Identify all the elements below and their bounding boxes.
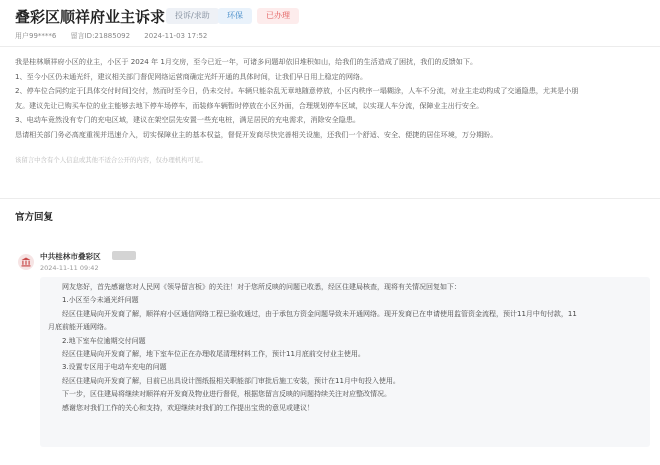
official-reply-heading: 官方回复 (15, 212, 54, 223)
complaint-line: 我是桂林顺祥府小区的业主，小区于 2024 年 1月交房，至今已近一年，可诸多问题却依旧堆积如山，给我们的生活造成了困扰，我们的反馈如下。 (15, 57, 478, 66)
divider (0, 46, 660, 47)
type-tag[interactable]: 投诉/求助 (166, 8, 219, 24)
government-building-icon (18, 254, 34, 270)
reply-body (40, 277, 650, 447)
reply-line: 2.地下室车位逾期交付问题 (62, 336, 146, 345)
reply-line: 经区住建局向开发商了解，地下室车位正在办理收尾清理材料工作，预计11月底前交付业主使用。 (62, 350, 365, 359)
reply-line: 网友您好，首先感谢您对人民网《领导留言板》的关注！对于您所反映的问题已收悉，经区住建局核查，现将有关情况回复如下： (62, 283, 461, 291)
divider (0, 198, 660, 199)
status-badge: 已办理 (257, 8, 299, 24)
reply-line: 下一步，区住建局将继续对顺祥府开发商及物业进行督促，根据您留言反映的问题持续关注对应整改情况。 (62, 390, 391, 399)
reply-line: 3.设置专区用于电动车充电的问题 (62, 363, 167, 372)
complaint-line: 2、停车位合同约定于[具体交付时间]交付，然而时至今日，仍未交付。车辆只能杂乱无章地随意停放，小区内秩序一塌糊涂，人车不分流，对业主走动构成了交通隐患，尤其是小朋 (15, 86, 579, 96)
page-header (0, 0, 660, 30)
message-meta (15, 31, 219, 41)
message-datetime: 2024-11-03 17:52 (144, 32, 208, 40)
privacy-note: 该留言中含有个人信息或其他不适合公开的内容，仅办理机构可见。 (15, 156, 207, 164)
reply-line: 1.小区至今未通光纤问题 (62, 296, 139, 305)
reply-org-name[interactable]: 中共桂林市叠彩区 (40, 252, 101, 261)
user-name: 用户99****6 (15, 32, 57, 40)
complaint-line: 恳请相关部门务必高度重视并迅速介入，切实保障业主的基本权益，督促开发商尽快完善相关设施，还我们一个舒适、安全、便捷的居住环境，万分期盼。 (15, 129, 498, 139)
reply-line: 经区住建局向开发商了解，目前已出具设计图纸报相关职能部门审批后施工安装，预计在11月中旬投入使用。 (62, 376, 400, 385)
complaint-line: 3、电动车竟然没有专门的充电区域，建议在架空层先安置一些充电桩，满足居民的充电需求，消除安全隐患。 (15, 115, 361, 125)
complaint-line: 1、至今小区仍未通光纤，建议相关部门督促网络运营商确定光纤开通的具体时间，让我们早日用上稳定的网络。 (15, 71, 368, 81)
reply-card (14, 239, 654, 453)
reply-line: 月底前能开通网络。 (48, 323, 111, 332)
redacted-name (112, 251, 136, 260)
reply-line: 经区住建局向开发商了解，顺祥府小区通信网络工程已验收通过，由于承包方资金问题导致未开通网络。现开发商已在申请使用监管资金流程，预计11月中旬付款，11 (62, 309, 577, 318)
message-id: 留言ID:21885092 (70, 32, 131, 40)
reply-date: 2024-11-11 09:42 (40, 264, 99, 272)
complaint-line: 友。建议先让已购买车位的业主能够去地下停车场停车，而装修车辆暂时停放在小区外面，合理规划停车区域，以实现人车分流，保障业主出行安全。 (15, 100, 484, 110)
complaint-body (15, 55, 645, 143)
reply-line: 感谢您对我们工作的关心和支持，欢迎继续对我们的工作提出宝贵的意见或建议！ (62, 403, 314, 412)
topic-tag[interactable]: 环保 (218, 8, 252, 24)
page-title: 叠彩区顺祥府业主诉求 (15, 8, 166, 26)
